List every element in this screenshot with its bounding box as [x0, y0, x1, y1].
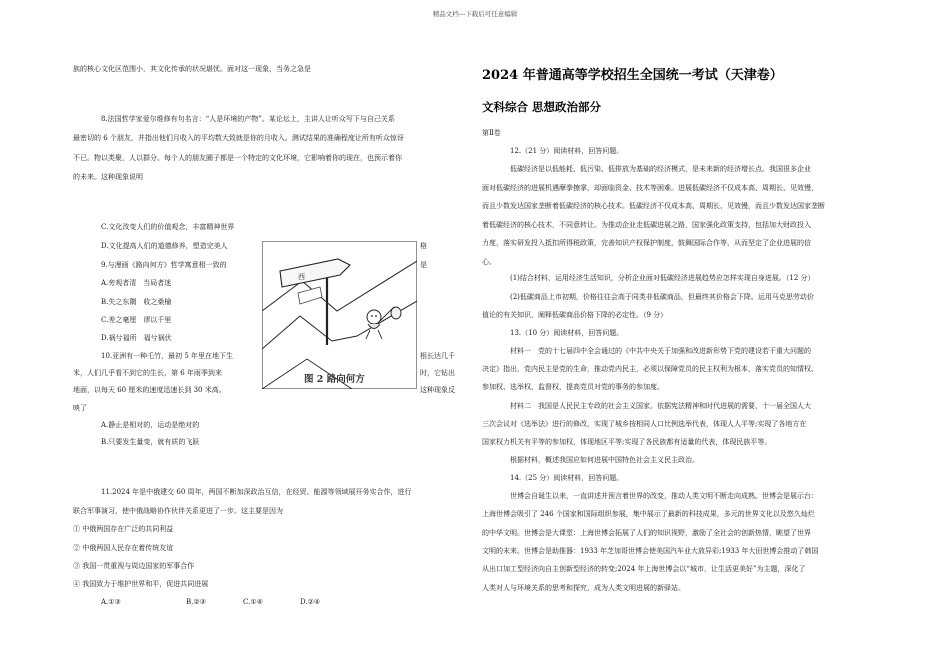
q9-stem: 9.与漫画《路向何方》哲学寓意相一致的	[101, 261, 227, 269]
q8-line-1: 8.法国哲学家爱尔维修有句名言：“人是环境的产物”。某论坛上，主讲人让听众写下与自己关系	[101, 115, 395, 123]
q10-line-1: 10.亚洲有一种乇竹，最初 5 年里在地下生	[101, 352, 234, 360]
q11-choice-a: A.①③	[101, 598, 121, 606]
q13-m2-line-1: 材料二 我国是人民民主专政的社会主义国家。依据宪法精神和时代进展的需要，十一届全国人大	[510, 402, 811, 410]
q11-line-2: 联合军事演习，使中俄战略协作伙伴关系更进了一步。这主要是因为	[73, 507, 283, 515]
q14-line-5: 从出口加工型经济向自主创新型经济的转变;2024 年上海世博会以“城市，让生活更美好”为主题，深化了	[482, 565, 806, 573]
q12-item-3: 值论的有关知识，阐释低碳商品价格下降的必定性。（9 分）	[482, 311, 668, 319]
q9-option-d: D.祸兮福所 福兮祸伏	[101, 334, 172, 342]
q13-m1-line-3: 参加权、选举权、监督权，提高党员对党的事务的参加度。	[482, 383, 664, 391]
q8-option-c: C.文化改变人们的价值观念，丰富精神世界	[101, 223, 235, 231]
q8-line-4: 的未来。这种现象说明	[73, 173, 143, 181]
q13-m1-line-2: 决定》指出，党内民主是党的生命，推动党内民主，必须以保障党员的民主权利为根本，落实党员的知情权、	[482, 365, 818, 373]
q13-m2-line-3: 国家权力机关有平等的参加权，体现地区平等;实现了各民族都有适量的代表，体现民族平等。	[482, 438, 772, 446]
q8-option-d: D.文化提高人们的道德修养，塑造完美人	[101, 242, 228, 250]
figure-caption: 图 2 路向何方	[304, 374, 365, 385]
q10-right-3: 这种现象反	[420, 386, 455, 394]
q7-tail-line: 族的核心文化区范围小，其文化传承的状况堪忧。面对这一现象，当务之急是	[73, 65, 311, 73]
q14-line-1: 世博会自诞生以来，一直讲述并预言着世界的改变，推动人类文明不断走向成熟。世博会是展示台：	[510, 492, 818, 500]
q12-item-1: (1)结合材料，运用经济生活知识，分析企业面对低碳经济进展趋势应怎样实现自身进展。（12 分）	[510, 274, 815, 282]
cartoon-figure	[262, 241, 417, 389]
q9-option-a: A.旁观者清 当局者迷	[101, 279, 172, 287]
q10-right-2: 时，它钻出	[420, 369, 455, 377]
q11-item-1: ① 中俄两国存在广泛的共同利益	[73, 525, 174, 533]
q14-line-6: 人类对人与环境关系的思考和探究，成为人类文明进展的新驿站。	[482, 584, 685, 592]
q9-option-b: B.失之东隅 收之桑榆	[101, 298, 172, 306]
q10-option-a: A.静止是相对的，运动是绝对的	[101, 421, 200, 429]
q11-item-3: ③ 我国一贯重视与周边国家的军事合作	[73, 562, 195, 570]
q11-line-1: 11.2024 年是中俄建交 60 周年，两国不断加深政治互信，在经贸、能源等领域展开务实合作，进行	[101, 488, 412, 496]
q8-line-3: 不已。物以类聚，人以群分。每个人的朋友圈子都是一个特定的文化环境，它影响着你的现在，也预示着你	[73, 154, 402, 162]
q12-line-4: 着低碳经济的核心技术，不同意转让。为推动企业走低碳进展之路，国家强化政策支持，包括加大财政投入	[482, 221, 811, 229]
q12-item-2: (2)低碳商品上市初期，价格往往会高于同类非低碳商品，但最终其价格会下降。运用马克思劳动价	[510, 293, 814, 301]
q12-line-3: 而且少数发达国家垄断着低碳经济的核心技术。低碳经济不仅成本高、周期长、见效慢，而且少数发达国家垄断	[482, 202, 825, 210]
exam-subtitle: 文科综合 思想政治部分	[482, 100, 602, 114]
q8-line-2: 最密切的 6 个朋友，并指出他们月收入的平均数大致就是你的月收入。测试结果的准确程度让所有听众惊讶	[73, 134, 404, 142]
q11-choice-d: D.②④	[300, 598, 321, 606]
q12-line-6: 心。	[482, 258, 496, 266]
q13-ask: 根据材料，概述我国应如何进展中国特色社会主义民主政治。	[510, 456, 699, 464]
q10-line-4: 映了	[73, 404, 87, 412]
q10-line-3: 地面，以每天 60 厘米的速度迅速长到 30 米高。	[73, 386, 226, 394]
q14-line-3: 的中华文明。世博会是大课堂：上海世博会拓展了人们的知识视野，激励了全社会的创新热情，眺望了世界	[482, 529, 811, 537]
cartoon-illustration	[262, 241, 417, 389]
exam-title: 2024 年普通高等学校招生全国统一考试（天津卷）	[482, 68, 783, 83]
q12-line-2: 面对低碳经济的进展机遇摩拳擦掌，却面临资金、技术等困难。进展低碳经济不仅成本高、周期长、见效慢，	[482, 184, 818, 192]
section-label: 第Ⅱ卷	[482, 129, 501, 137]
q10-line-2: 米，人们几乎看不到它的生长，第 6 年雨季到来	[73, 369, 222, 377]
q11-choice-c: C.①④	[243, 598, 263, 606]
q13-head: 13.（10 分）阅读材料，回答问题。	[510, 329, 624, 337]
q13-m2-line-2: 三次会议对《选举法》进行的修改，实现了城乡按相同人口比例选举代表，体现人人平等;实现了各地方在	[482, 420, 807, 428]
q12-line-5: 力度，落实研发投入抵扣所得税政策，完善知识产权保护制度，鼓舞国际合作等，从而坚定了企业进展的信	[482, 239, 811, 247]
q10-right-1: 根长达几千	[420, 352, 455, 360]
q11-item-2: ② 中俄两国人民存在着传统友谊	[73, 544, 174, 552]
q9-stem-tail: 是	[420, 261, 427, 269]
q14-line-4: 文明的未来。世博会是助推器：1933 年芝加哥世博会使美国汽车业大放异彩;1933 年大田世博会推动了韩国	[482, 547, 819, 555]
q13-m1-line-1: 材料一 党的十七届四中全会通过的《中共中央关于加强和改进新形势下党的建设若干重大问题的	[510, 347, 811, 355]
q12-head: 12.（21 分）阅读材料，回答问题。	[510, 147, 624, 155]
q14-line-2: 上海世博会吸引了 246 个国家和国际组织参展，集中展示了最新的科技成果，多元的世界文化以及悠久灿烂	[482, 510, 815, 518]
q12-line-1: 低碳经济是以低能耗、低污染、低排放为基础的经济模式，是未来新的经济增长点。我国很多企业	[510, 165, 811, 173]
q11-item-4: ④ 我国致力于维护世界和平，促进共同进展	[73, 580, 209, 588]
q9-option-c: C.差之毫厘 谬以千里	[101, 316, 172, 324]
q8-option-d-tail: 格	[420, 242, 427, 250]
q14-head: 14.（25 分）阅读材料，回答问题。	[510, 474, 624, 482]
sign-text: 西	[298, 273, 305, 281]
q10-option-b: B.只要发生量变，就有质的飞跃	[101, 438, 200, 446]
page-header: 精品文档---下载后可任意编辑	[432, 10, 518, 18]
q11-choice-b: B.②③	[186, 598, 206, 606]
